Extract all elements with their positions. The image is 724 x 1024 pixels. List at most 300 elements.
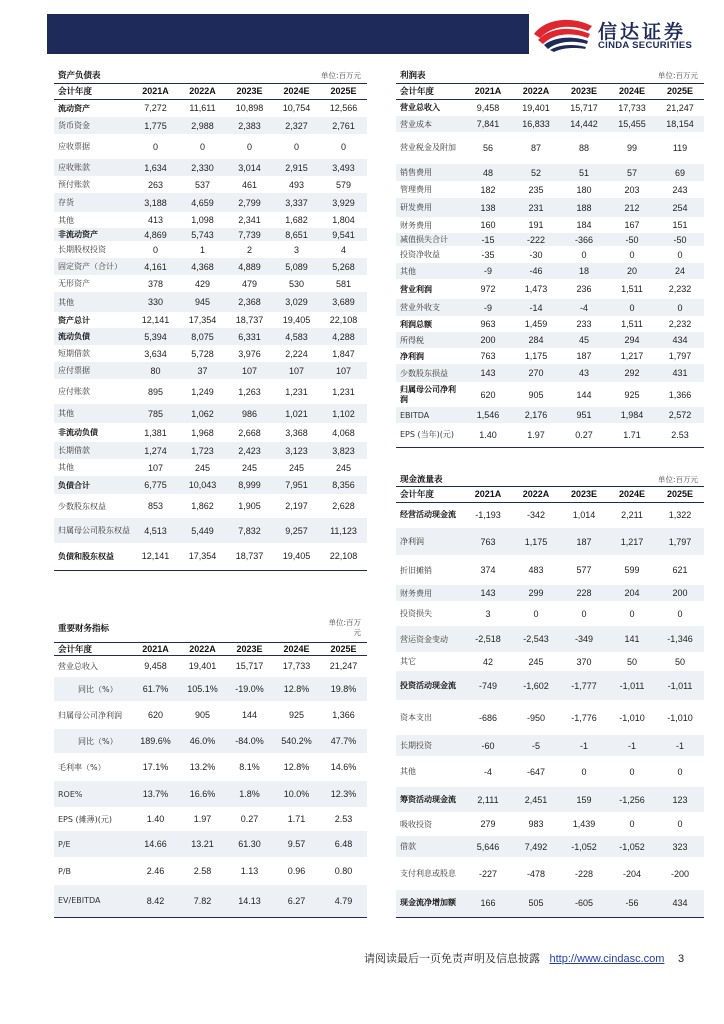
cell-value: 56	[482, 143, 493, 153]
cell-value: -15	[464, 233, 512, 246]
cell-value: 87	[530, 143, 541, 153]
cell-value: 3,823	[320, 442, 367, 459]
cell-value: 2,197	[285, 501, 308, 511]
cell-value: 4,583	[273, 328, 320, 345]
table-row	[396, 132, 704, 164]
table-row	[54, 312, 367, 328]
table-row	[54, 476, 367, 494]
cell-value: 46.0%	[179, 729, 226, 753]
cell-value: 1,366	[668, 389, 692, 400]
cell-value: 0	[629, 766, 635, 777]
row-label: 同比（%）	[54, 729, 132, 753]
cell-value: 200	[464, 332, 512, 348]
cell-value: 3,123	[273, 442, 320, 459]
cell-value: 3,014	[226, 159, 273, 176]
cell-value: 245	[289, 462, 305, 473]
cell-value: 45	[560, 332, 608, 348]
cell-value: 1,249	[191, 386, 214, 397]
column-header-year: 2023E	[226, 83, 273, 99]
cell-value: 461	[241, 179, 258, 190]
cell-value: 6,331	[226, 328, 273, 345]
table-row	[396, 652, 704, 671]
cell-value: 107	[147, 462, 164, 473]
cell-value: 413	[147, 215, 164, 225]
cell-value: 9,458	[144, 661, 167, 672]
cell-value: 52	[512, 164, 560, 181]
row-label: 短期借款	[58, 349, 90, 358]
row-label: EBITDA	[396, 407, 464, 423]
cell-value: -686	[478, 712, 497, 723]
cell-value: 8.42	[132, 885, 179, 917]
cell-value: 231	[512, 198, 560, 217]
column-header-year: 2024E	[273, 83, 320, 99]
cell-value: 431	[656, 364, 704, 382]
cell-value: 263	[147, 179, 164, 190]
cell-value: 14,442	[560, 116, 608, 132]
cell-value: -1,602	[512, 671, 560, 700]
table-row	[54, 328, 367, 345]
table-row	[54, 655, 367, 677]
table-row	[54, 518, 367, 543]
cell-value: 9.57	[273, 831, 320, 857]
cell-value: 203	[624, 184, 640, 195]
cell-value: 57	[608, 164, 656, 181]
cell-value: 21,247	[666, 102, 694, 113]
cell-value: 479	[241, 278, 258, 289]
table-row	[54, 134, 367, 159]
cell-value: 1,366	[332, 710, 355, 720]
row-label: 投资活动现金流	[396, 671, 464, 700]
cell-value: 1,968	[191, 427, 214, 438]
table-row	[54, 117, 367, 134]
cell-value: 105.1%	[179, 677, 226, 701]
table-row	[54, 459, 367, 476]
income-unit-label: 单位:百万元	[608, 68, 704, 83]
cell-value: 3,493	[320, 159, 367, 176]
cell-value: -19.0%	[226, 677, 273, 701]
cell-value: 3,337	[273, 193, 320, 212]
row-label: 营业总收入	[400, 103, 440, 113]
table-row	[396, 99, 704, 116]
cell-value: -1,193	[475, 510, 501, 521]
cell-value: 323	[656, 836, 704, 857]
cell-value: 530	[289, 278, 305, 289]
row-label: 研发费用	[396, 198, 464, 217]
cell-value: 370	[576, 656, 592, 667]
cell-value: 3,188	[132, 193, 179, 212]
cell-value: 61.30	[226, 831, 273, 857]
cell-value: 167	[624, 220, 640, 230]
cell-value: 212	[608, 198, 656, 217]
cell-value: 925	[624, 389, 640, 400]
cell-value: 14.13	[226, 885, 273, 917]
cell-value: 187	[576, 351, 592, 361]
cell-value: 10,754	[282, 103, 311, 114]
row-label: 长期投资	[396, 735, 464, 756]
cell-value: 13.21	[179, 831, 226, 857]
cell-value: 22,108	[320, 543, 367, 570]
cell-value: 187	[560, 528, 608, 555]
cell-value: 191	[528, 220, 544, 230]
cell-value: 540.2%	[273, 729, 320, 753]
page-number: 3	[677, 953, 685, 965]
row-label: 长期借款	[54, 442, 132, 459]
cell-value: 4,161	[132, 258, 179, 275]
cell-value: 14.6%	[330, 762, 357, 772]
cell-value: 0	[581, 608, 587, 619]
cell-value: 7,951	[273, 476, 320, 494]
cell-value: -204	[623, 868, 642, 879]
table-row	[54, 159, 367, 176]
cell-value: 1,231	[285, 386, 308, 397]
cell-value: 4,889	[226, 258, 273, 275]
cell-value: 3,976	[238, 348, 261, 359]
cell-value: 18	[560, 263, 608, 279]
cell-value: 1.40	[464, 423, 512, 447]
cashflow-title-row	[396, 473, 704, 486]
cell-value: -1,052	[560, 836, 608, 857]
cell-value: 1,797	[668, 351, 692, 361]
table-row	[396, 671, 704, 700]
cell-value: 1,546	[464, 407, 512, 423]
row-label: 资产总计	[58, 315, 90, 325]
table-row	[54, 379, 367, 404]
cell-value: 3,634	[144, 348, 167, 359]
cell-value: 9,541	[320, 228, 367, 241]
column-header-label: 会计年度	[54, 83, 132, 99]
row-label: 负债和股东权益	[54, 543, 132, 570]
cell-value: 243	[672, 184, 688, 195]
cell-value: 0	[677, 249, 683, 260]
row-label: 其它	[400, 657, 416, 666]
cell-value: -2,518	[464, 626, 512, 652]
cell-value: -950	[526, 712, 545, 723]
cell-value: 228	[560, 585, 608, 601]
table-row	[396, 364, 704, 382]
cell-value: 2,111	[464, 787, 512, 812]
cell-value: 15,717	[570, 102, 598, 113]
cell-value: 12.8%	[273, 677, 320, 701]
row-label: 归属母公司净利润	[400, 384, 456, 404]
cell-value: 292	[608, 364, 656, 382]
row-label: 应付账款	[58, 387, 90, 396]
column-header-year: 2024E	[273, 642, 320, 655]
cell-value: 80	[132, 362, 179, 379]
cell-value: 7,739	[226, 228, 273, 241]
cell-value: 493	[289, 179, 305, 190]
cell-value: 4.79	[320, 885, 367, 917]
cell-value: 1,175	[524, 351, 548, 361]
cell-value: 19,405	[282, 315, 311, 325]
table-row	[396, 246, 704, 263]
column-header-year: 2022A	[179, 83, 226, 99]
cell-value: 182	[480, 184, 496, 195]
cell-value: 0.27	[560, 423, 608, 447]
row-label: 营业税金及附加	[400, 143, 456, 152]
cell-value: 1.97	[512, 423, 560, 447]
cell-value: 1,274	[132, 442, 179, 459]
cell-value: -4	[560, 299, 608, 316]
cell-value: 6.48	[320, 831, 367, 857]
cell-value: 245	[336, 462, 352, 473]
cell-value: 905	[528, 389, 544, 400]
cell-value: 5,089	[273, 258, 320, 275]
cell-value: 0	[677, 819, 683, 829]
ratios-title-row	[54, 614, 367, 642]
table-row	[54, 423, 367, 442]
cell-value: 1,381	[144, 427, 167, 438]
cell-value: 99	[627, 143, 638, 153]
cell-value: 11,123	[320, 518, 367, 543]
cell-value: 8,356	[320, 476, 367, 494]
table-row	[54, 241, 367, 258]
cell-value: 7.82	[179, 885, 226, 917]
cell-value: 9,458	[476, 102, 500, 113]
table-row	[54, 228, 367, 241]
cell-value: 1,439	[572, 819, 596, 829]
cell-value: 24	[656, 263, 704, 279]
cell-value: -228	[575, 868, 594, 879]
row-label: 财务费用	[400, 220, 432, 230]
cell-value: 8,075	[179, 328, 226, 345]
cell-value: 1,021	[273, 404, 320, 423]
cell-value: -1,777	[560, 671, 608, 700]
cell-value: 8,651	[273, 228, 320, 241]
cell-value: -30	[529, 249, 543, 260]
cell-value: 19,401	[522, 102, 550, 113]
cell-value: -1	[560, 735, 608, 756]
column-header-year: 2023E	[560, 486, 608, 502]
cell-value: 0	[199, 141, 205, 152]
row-label: ROE%	[54, 781, 132, 807]
cell-value: 284	[512, 332, 560, 348]
cell-value: 1,322	[668, 510, 692, 521]
cell-value: 10.0%	[273, 781, 320, 807]
cell-value: 159	[560, 787, 608, 812]
row-label: 其他	[54, 404, 132, 423]
table-row	[396, 348, 704, 364]
table-row	[54, 729, 367, 753]
cell-value: 1.8%	[226, 781, 273, 807]
ratios-unit-label: 单位:百万元	[273, 614, 367, 642]
table-row	[54, 701, 367, 729]
row-label: 投资损失	[400, 609, 432, 618]
cell-value: 143	[464, 585, 512, 601]
brand-name-en: CINDA SECURITIES	[598, 40, 693, 51]
row-label: 其他	[400, 767, 416, 776]
cell-value: 21,247	[329, 661, 358, 672]
cell-value: 141	[608, 626, 656, 652]
cell-value: 233	[576, 319, 592, 329]
table-row	[54, 831, 367, 857]
cell-value: 1,102	[320, 404, 367, 423]
cell-value: 972	[480, 284, 496, 294]
cell-value: 4,659	[179, 193, 226, 212]
row-label: 营运资金变动	[396, 626, 464, 652]
column-header-year: 2021A	[464, 486, 512, 502]
row-label: 净利润	[396, 528, 464, 555]
cell-value: 620	[480, 389, 496, 400]
cell-value: -349	[560, 626, 608, 652]
cell-value: 17.1%	[142, 762, 169, 772]
cell-value: 15,717	[235, 661, 264, 672]
cell-value: 14.66	[132, 831, 179, 857]
row-label: 其他	[396, 263, 464, 279]
column-header-label: 会计年度	[396, 83, 464, 99]
cell-value: -84.0%	[226, 729, 273, 753]
cell-value: 5,743	[179, 228, 226, 241]
cell-value: 1,862	[191, 501, 214, 511]
cell-value: 1,062	[179, 404, 226, 423]
page-footer	[364, 950, 684, 966]
row-label: 预付账款	[58, 180, 90, 189]
cell-value: 0	[152, 141, 158, 152]
cell-value: 2,668	[238, 427, 261, 438]
row-label: 营业总收入	[58, 661, 98, 671]
website-link[interactable]: http://www.cindasc.com	[549, 953, 665, 965]
cell-value: 986	[226, 404, 273, 423]
row-label: 同比（%）	[54, 677, 132, 701]
cell-value: 16.6%	[179, 781, 226, 807]
cell-value: 620	[147, 710, 164, 720]
cell-value: -2,543	[512, 626, 560, 652]
cell-value: -647	[526, 766, 545, 777]
table-row	[396, 299, 704, 316]
cell-value: 0.27	[240, 814, 259, 824]
row-label: 流动负债	[54, 328, 132, 345]
table-row	[396, 316, 704, 332]
cell-value: -1,052	[608, 836, 656, 857]
cell-value: 5,394	[132, 328, 179, 345]
income-header-row	[396, 83, 704, 99]
table-row	[54, 212, 367, 228]
cell-value: 4	[341, 244, 347, 255]
row-label: 应收账款	[54, 159, 132, 176]
cell-value: 434	[656, 890, 704, 917]
table-row	[54, 345, 367, 362]
cell-value: 1,263	[238, 386, 261, 397]
table-row	[396, 332, 704, 348]
cell-value: -1,011	[656, 671, 704, 700]
table-row	[396, 787, 704, 812]
cell-value: -227	[478, 868, 497, 879]
cell-value: 1,098	[191, 215, 214, 225]
cell-value: 2	[247, 244, 253, 255]
table-row	[396, 812, 704, 836]
cell-value: 1,217	[620, 351, 644, 361]
cell-value: -50	[608, 233, 656, 246]
cinda-logo-icon	[532, 14, 598, 54]
cell-value: 12,141	[141, 315, 170, 325]
cell-value: 16,833	[512, 116, 560, 132]
row-label: 投资净收益	[400, 250, 440, 259]
cell-value: 245	[241, 462, 258, 473]
row-label: 销售费用	[396, 164, 464, 181]
table-row	[396, 601, 704, 626]
table-row	[396, 263, 704, 279]
table-row	[396, 555, 704, 585]
column-header-label: 会计年度	[396, 486, 464, 502]
row-label: 其他	[58, 215, 74, 225]
cell-value: 254	[656, 198, 704, 217]
table-row	[396, 233, 704, 246]
cell-value: 13.2%	[189, 762, 216, 772]
table-row	[396, 217, 704, 233]
cell-value: 43	[560, 364, 608, 382]
cell-value: 2,988	[179, 117, 226, 134]
cash-flow-table	[396, 473, 704, 918]
cell-value: 144	[576, 389, 592, 400]
cell-value: 19,405	[273, 543, 320, 570]
income-statement-table	[396, 68, 704, 448]
cell-value: 47.7%	[320, 729, 367, 753]
financial-ratios-table	[54, 614, 367, 918]
row-label: 利润总额	[400, 319, 432, 329]
cashflow-table-title: 现金流量表	[396, 473, 608, 486]
cell-value: 160	[480, 220, 496, 230]
cell-value: 151	[672, 220, 688, 230]
column-header-year: 2022A	[179, 642, 226, 655]
cell-value: 3,929	[320, 193, 367, 212]
cell-value: 5,646	[464, 836, 512, 857]
cell-value: -605	[560, 890, 608, 917]
ratios-header-row	[54, 642, 367, 655]
cell-value: 2,211	[621, 510, 643, 521]
cell-value: -1,776	[571, 712, 597, 723]
cell-value: 1,217	[608, 528, 656, 555]
cell-value: 0	[533, 608, 539, 619]
table-row	[54, 292, 367, 312]
cell-value: 2,368	[226, 292, 273, 312]
cell-value: 37	[179, 362, 226, 379]
table-row	[396, 279, 704, 299]
column-header-label: 会计年度	[54, 642, 132, 655]
cell-value: 378	[147, 278, 164, 289]
cell-value: 11,611	[189, 103, 216, 114]
cell-value: -749	[464, 671, 512, 700]
cell-value: 2,224	[285, 348, 308, 359]
table-row	[396, 857, 704, 890]
cell-value: 0	[677, 766, 683, 777]
cell-value: 236	[576, 284, 592, 294]
cell-value: 2.53	[334, 814, 353, 824]
cell-value: 2,341	[238, 215, 261, 225]
cell-value: 1,804	[332, 215, 355, 225]
cell-value: -222	[512, 233, 560, 246]
cell-value: 429	[194, 278, 211, 289]
cell-value: 1,984	[608, 407, 656, 423]
cell-value: 20	[608, 263, 656, 279]
column-header-year: 2021A	[132, 642, 179, 655]
cell-value: 15,455	[608, 116, 656, 132]
cell-value: 1,175	[512, 528, 560, 555]
cell-value: 763	[480, 351, 496, 361]
cell-value: 1.97	[193, 814, 212, 824]
cell-value: 2,383	[226, 117, 273, 134]
cell-value: -14	[512, 299, 560, 316]
cell-value: 1,847	[332, 348, 355, 359]
row-label: 吸收投资	[400, 819, 432, 829]
table-row	[396, 626, 704, 652]
cell-value: 0	[294, 141, 300, 152]
cell-value: 1	[199, 244, 205, 255]
cell-value: 180	[576, 184, 592, 195]
row-label: 折旧摊销	[400, 565, 432, 575]
cell-value: 1,014	[572, 510, 596, 521]
row-label: 存货	[54, 193, 132, 212]
cell-value: 1.40	[146, 814, 165, 824]
table-row	[54, 99, 367, 117]
